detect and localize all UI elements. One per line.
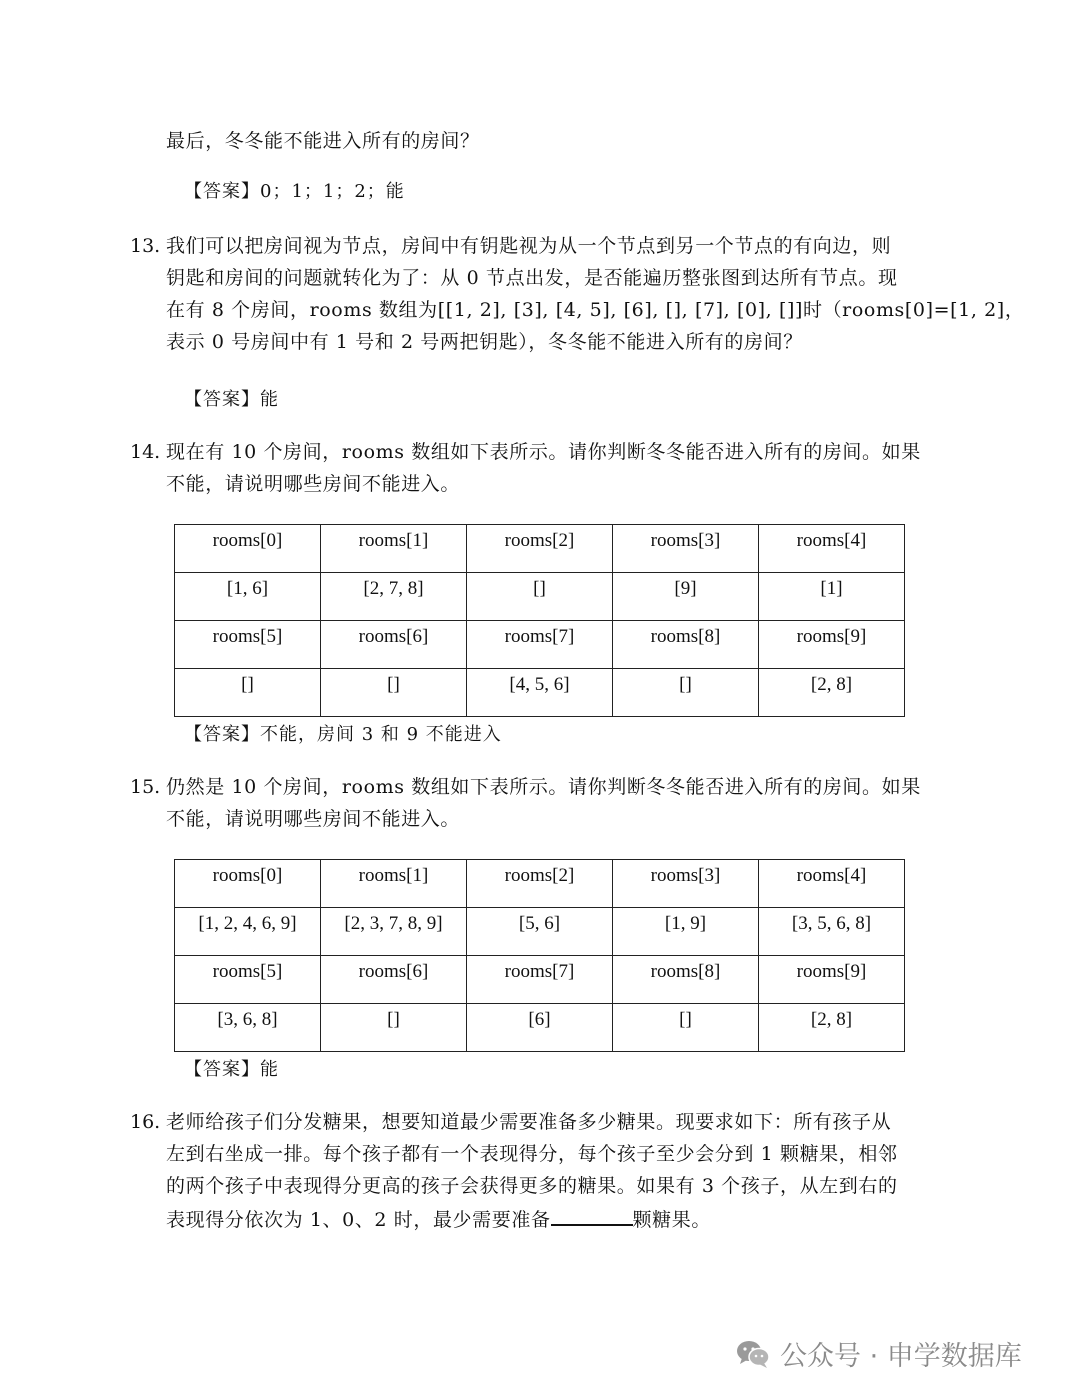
table-cell: [] [613,1004,759,1052]
table-cell: rooms[1] [321,525,467,573]
table-cell: rooms[3] [613,860,759,908]
table-row [175,525,905,573]
table-cell: [9] [613,573,759,621]
rooms-table [174,859,905,1052]
text-line: 老师给孩子们分发糖果，想要知道最少需要准备多少糖果。现要求如下：所有孩子从 [166,1111,892,1133]
rooms-table [174,524,905,717]
table-cell: rooms[2] [467,860,613,908]
table-cell: rooms[6] [321,956,467,1004]
table-cell: rooms[5] [175,956,321,1004]
table-cell: [1] [759,573,905,621]
table-row [175,860,905,908]
text-line: 现在有 10 个房间，rooms 数组如下表所示。请你判断冬冬能否进入所有的房间。如果 [166,441,921,463]
table-cell: rooms[9] [759,956,905,1004]
answer-prev: 【答案】0；1；1；2；能 [184,181,405,202]
question-number: 15. [130,776,161,798]
table-cell: rooms[4] [759,860,905,908]
answer: 【答案】能 [184,389,279,410]
table-cell: rooms[2] [467,525,613,573]
table-row [175,1004,905,1052]
text-line: 在有 8 个房间，rooms 数组为[[1, 2], [3], [4, 5], [6], [], [7], [0], []]时（rooms[0]=[1, 2]， [166,299,1025,321]
text-line: 表示 0 号房间中有 1 号和 2 号两把钥匙），冬冬能不能进入所有的房间？ [166,331,803,353]
table-cell: rooms[8] [613,621,759,669]
table-cell: [] [467,573,613,621]
table-row [175,621,905,669]
text-segment: 颗糖果。 [632,1209,711,1231]
text-line: 不能，请说明哪些房间不能进入。 [166,808,461,830]
table-cell: rooms[1] [321,860,467,908]
text-line: 钥匙和房间的问题就转化为了：从 0 节点出发，是否能遍历整张图到达所有节点。现 [166,267,898,289]
answer-blank [551,1202,633,1226]
table-cell: rooms[9] [759,621,905,669]
table-row [175,669,905,717]
intro-line: 最后，冬冬能不能进入所有的房间？ [166,130,480,152]
table-cell: [3, 6, 8] [175,1004,321,1052]
watermark [736,1334,1022,1373]
table-cell: rooms[4] [759,525,905,573]
table-cell: [3, 5, 6, 8] [759,908,905,956]
table-cell: [2, 8] [759,1004,905,1052]
question-text [166,771,921,835]
table-cell: rooms[0] [175,860,321,908]
watermark-text: 公众号 · 申学数据库 [780,1341,1022,1372]
table-cell: [4, 5, 6] [467,669,613,717]
question-number: 13. [130,235,161,257]
table-cell: [6] [467,1004,613,1052]
question-text [166,1106,898,1234]
text-line: 不能，请说明哪些房间不能进入。 [166,473,461,495]
table-cell: rooms[6] [321,621,467,669]
table-cell: [5, 6] [467,908,613,956]
text-segment: 表现得分依次为 1、0、2 时，最少需要准备 [166,1209,551,1231]
question-number: 16. [130,1111,161,1133]
table-cell: [] [175,669,321,717]
table-cell: [] [321,669,467,717]
table-cell: rooms[7] [467,621,613,669]
text-line: 的两个孩子中表现得分更高的孩子会获得更多的糖果。如果有 3 个孩子，从左到右的 [166,1175,898,1197]
table-row [175,956,905,1004]
table-cell: [2, 3, 7, 8, 9] [321,908,467,956]
text-line: 仍然是 10 个房间，rooms 数组如下表所示。请你判断冬冬能否进入所有的房间。如果 [166,776,921,798]
answer: 【答案】不能，房间 3 和 9 不能进入 [184,724,502,745]
table-row [175,573,905,621]
table-cell: [] [613,669,759,717]
wechat-icon [736,1339,770,1369]
text-line: 我们可以把房间视为节点，房间中有钥匙视为从一个节点到另一个节点的有向边，则 [166,235,892,257]
text-line: 左到右坐成一排。每个孩子都有一个表现得分，每个孩子至少会分到 1 颗糖果，相邻 [166,1143,898,1165]
answer: 【答案】能 [184,1059,279,1080]
question-number: 14. [130,441,161,463]
table-row [175,908,905,956]
table-cell: [1, 2, 4, 6, 9] [175,908,321,956]
question-text [166,436,921,500]
table-cell: rooms[5] [175,621,321,669]
table-cell: [2, 8] [759,669,905,717]
table-cell: rooms[7] [467,956,613,1004]
table-cell: [1, 6] [175,573,321,621]
table-cell: rooms[3] [613,525,759,573]
table-cell: rooms[0] [175,525,321,573]
table-cell: [] [321,1004,467,1052]
table-cell: rooms[8] [613,956,759,1004]
question-text [166,230,1024,358]
table-cell: [2, 7, 8] [321,573,467,621]
text-line [166,1202,898,1234]
table-cell: [1, 9] [613,908,759,956]
